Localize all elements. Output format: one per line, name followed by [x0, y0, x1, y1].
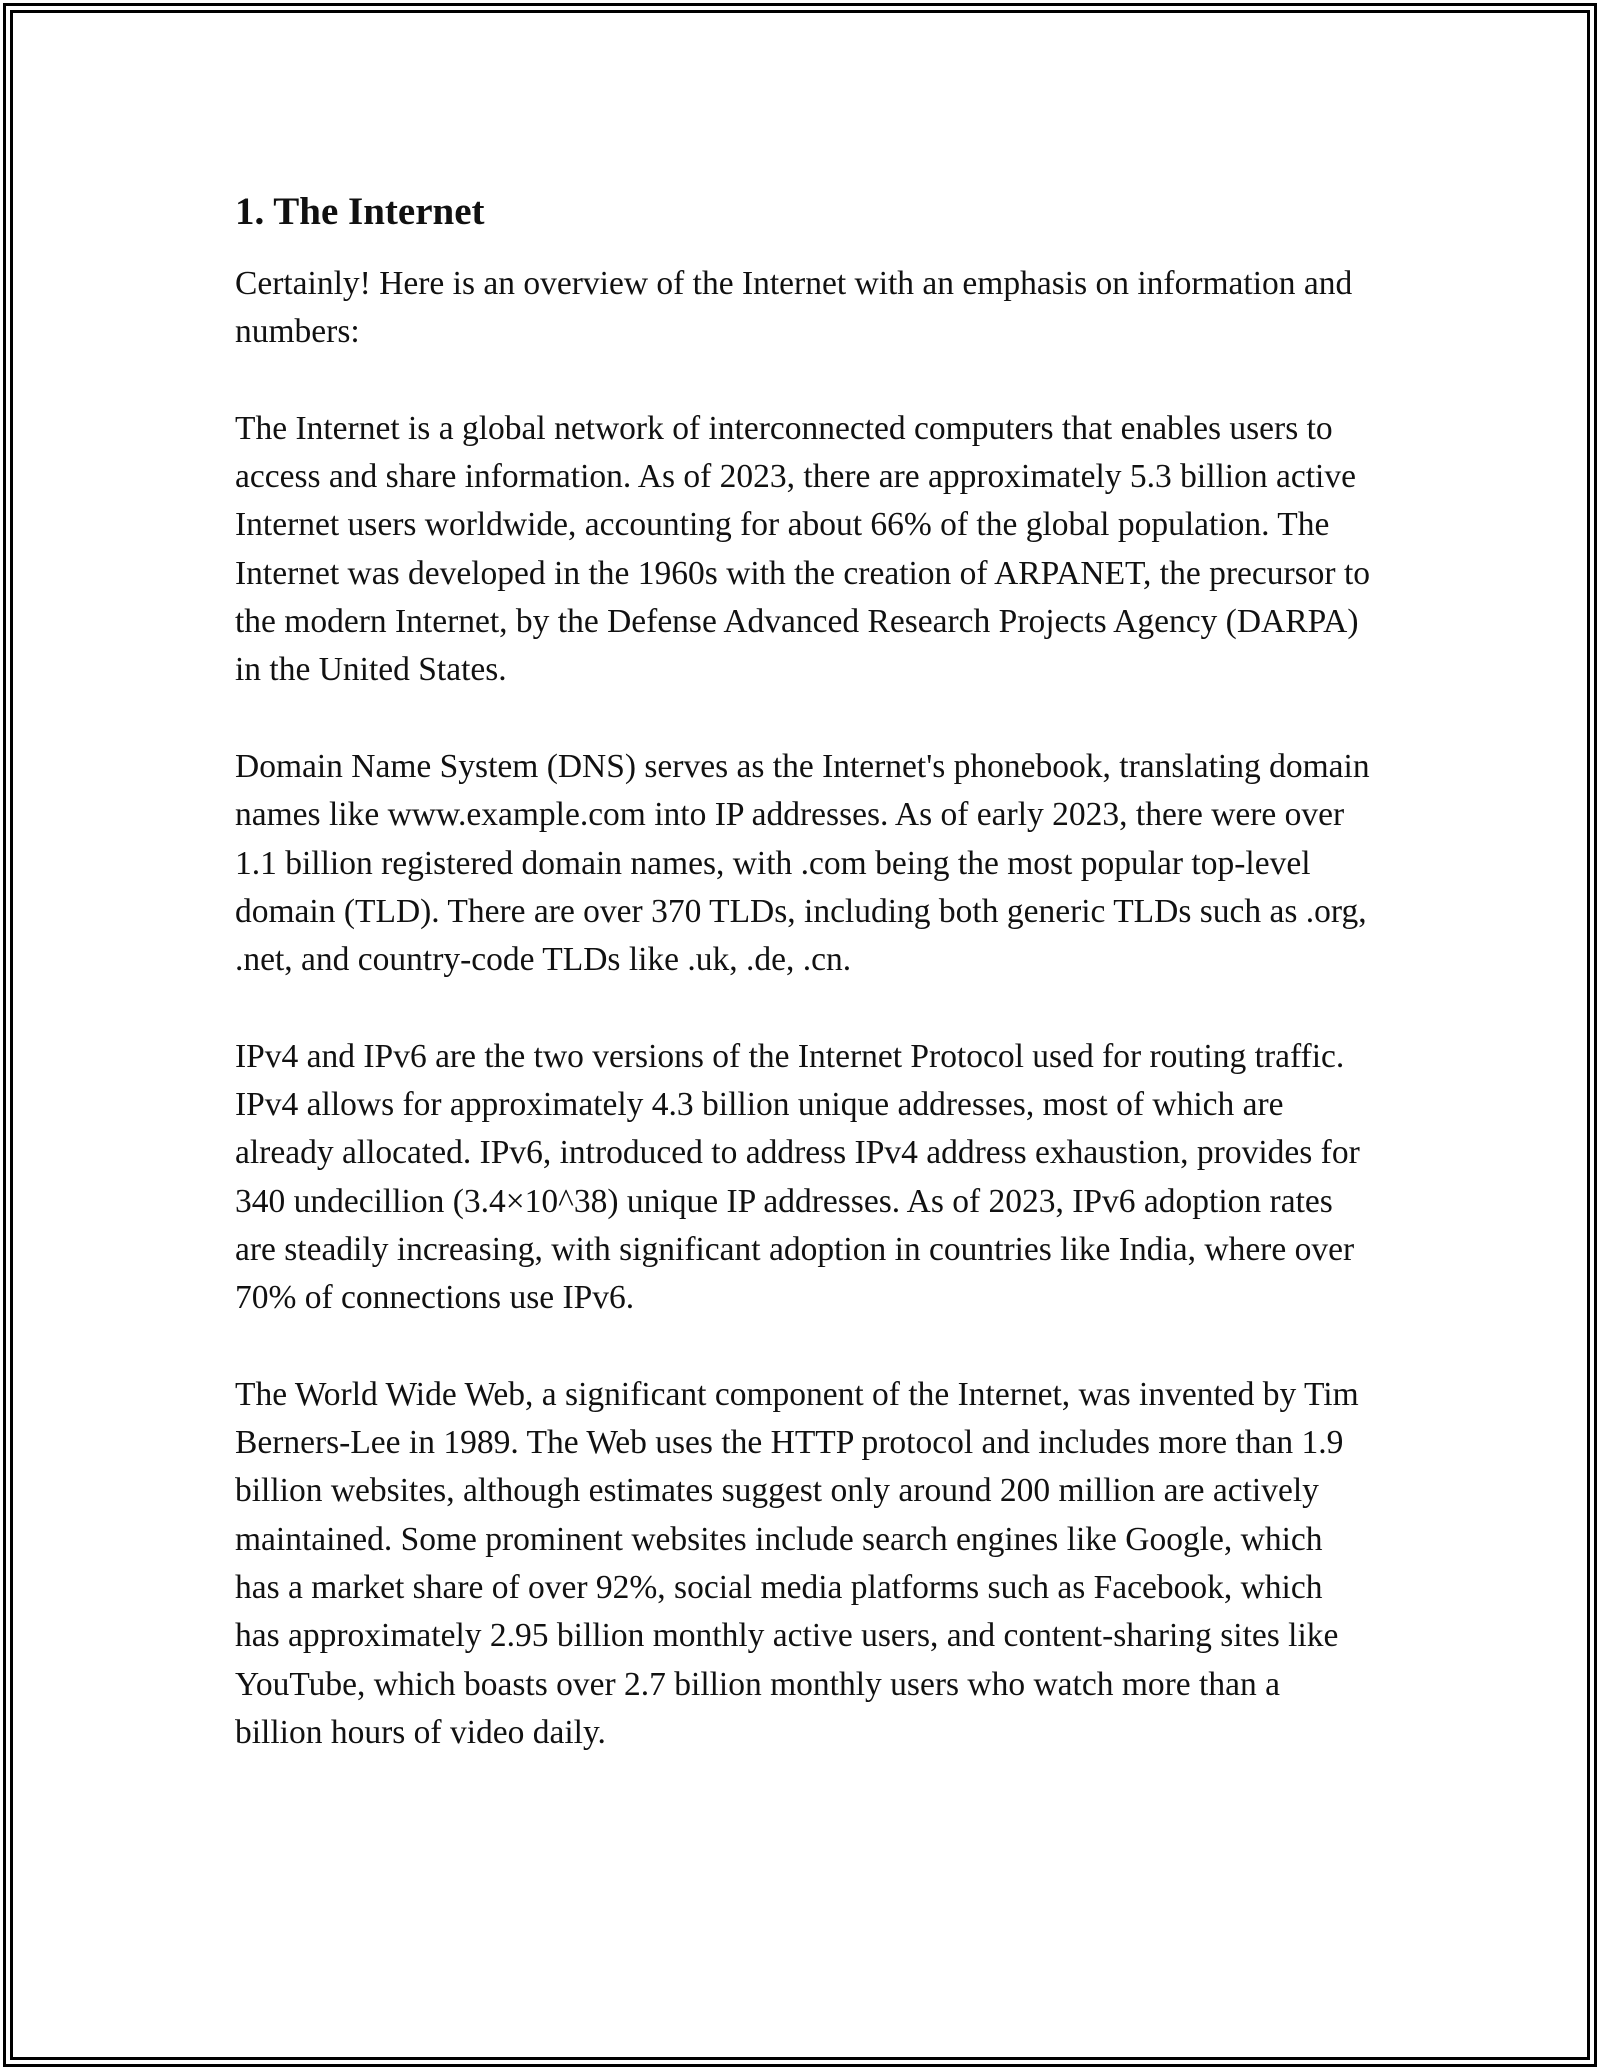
- paragraph-dns: Domain Name System (DNS) serves as the Internet's phonebook, translating domain names like www.example.com into IP addresses. As of early 2023, there were over 1.1 billion registered domain names, with .com being the most popular top-level domain (TLD). There are over 370 TLDs, including both generic TLDs such as .org, .net, and country-code TLDs like .uk, .de, .cn.: [235, 747, 1370, 979]
- paragraph-internet-overview: The Internet is a global network of interconnected computers that enables users to access and share information. As of 2023, there are approximately 5.3 billion active Internet users worldwide, accounting for about 66% of the global population. The Internet was developed in the 1960s with the creation of ARPANET, the precursor to the modern Internet, by the Defense Advanced Research Projects Agency (DARPA) in the United States.: [235, 409, 1371, 689]
- intro-paragraph: Certainly! Here is an overview of the Internet with an emphasis on information and numbers:: [235, 265, 1353, 351]
- paragraph-ip-versions: IPv4 and IPv6 are the two versions of the Internet Protocol used for routing traffic. IPv4 allows for approximately 4.3 billion unique addresses, most of which are already allocated. IPv6, introduced to address IPv4 address exhaustion, provides for 340 undecillion (3.4×10^38) unique IP addresses. As of 2023, IPv6 adoption rates are steadily increasing, with significant adoption in countries like India, where over 70% of connections use IPv6.: [235, 1037, 1360, 1317]
- paragraph-world-wide-web: The World Wide Web, a significant component of the Internet, was invented by Tim Berners-Lee in 1989. The Web uses the HTTP protocol and includes more than 1.9 billion websites, although estimates suggest only around 200 million are actively maintained. Some prominent websites include search engines like Google, which has a market share of over 92%, social media platforms such as Facebook, which has approximately 2.95 billion monthly active users, and content-sharing sites like YouTube, which boasts over 2.7 billion monthly users who watch more than a billion hours of video daily.: [235, 1375, 1359, 1751]
- document-body: [235, 186, 1370, 1806]
- section-heading: 1. The Internet: [235, 190, 485, 233]
